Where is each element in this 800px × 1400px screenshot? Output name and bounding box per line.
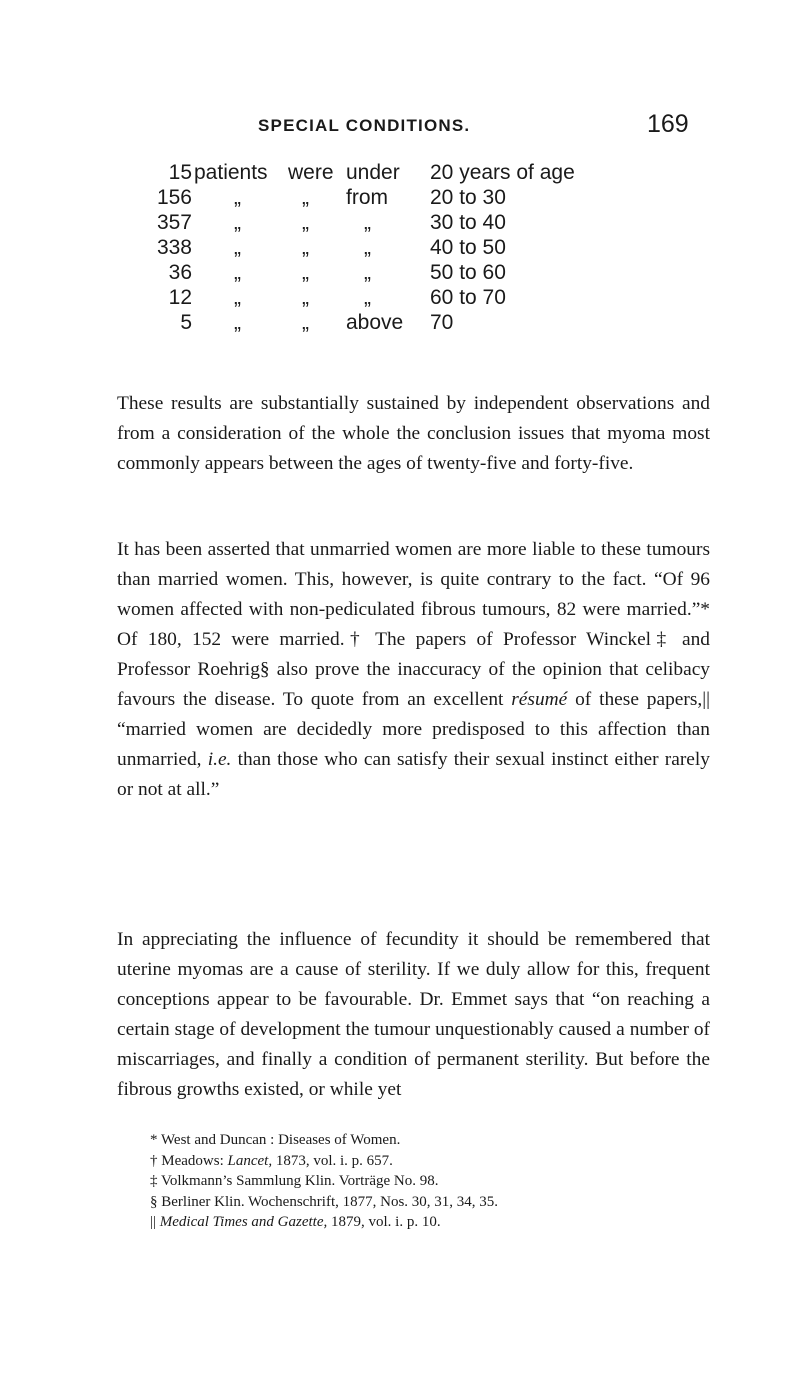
age-range: 20 to 30 — [430, 186, 506, 209]
italic-text: Medical Times and Gazette, — [159, 1214, 328, 1230]
relation-label: above — [346, 311, 404, 334]
ditto-mark: „ — [234, 286, 241, 309]
ditto-mark: „ — [234, 236, 241, 259]
patient-count: 5 — [180, 311, 192, 334]
patient-count: 156 — [156, 186, 192, 209]
paragraph-fecundity: In appreciating the influence of fecundity it should be remembered that uterine myomas are a cause of sterility. If we duly allow for this, frequent conceptions appear to be favourable. Dr. Emmet says that “on reaching a certain stage of development the tumour unquestionably caused a number of miscarriages, and finally a condition of permanent sterility. But before the fibrous growths existed, or while yet — [117, 929, 710, 1100]
ditto-mark: „ — [234, 186, 241, 209]
footnote: ‡ Volkmann’s Sammlung Klin. Vorträge No. 98. — [150, 1173, 439, 1189]
ditto-mark: „ — [364, 261, 371, 284]
footnote: § Berliner Klin. Wochenschrift, 1877, Nos. 30, 31, 34, 35. — [150, 1193, 499, 1210]
header-title: SPECIAL CONDITIONS. — [258, 116, 471, 135]
footnote-text: || — [150, 1214, 160, 1230]
age-range: 60 to 70 — [430, 286, 506, 309]
age-range: 40 to 50 — [430, 236, 506, 259]
running-header — [0, 110, 800, 142]
ditto-mark: „ — [302, 286, 309, 309]
ditto-mark: „ — [302, 211, 309, 234]
footnote-text: 1873, vol. i. p. 657. — [272, 1152, 393, 1169]
patient-count: 357 — [156, 211, 192, 234]
age-range: 30 to 40 — [430, 211, 506, 234]
patient-count: 12 — [168, 286, 192, 309]
were-label: were — [288, 161, 334, 184]
footnotes — [150, 1130, 720, 1233]
ditto-mark: „ — [364, 236, 371, 259]
patients-label: patients — [194, 161, 268, 184]
footnote-text: 1879, vol. i. p. 10. — [327, 1214, 441, 1230]
footnote — [150, 1212, 720, 1233]
paragraph-text: It has been asserted that unmarried women are more liable to these tumours than married women. This, however, is quite contrary to the fact. “Of 96 women affected with non-pediculated fibrous tumours, 82 were married.”* Of 180, 152 were married.† The papers of Professor Winckel‡ and Professor Roehrig§ also prove the inaccuracy of the opinion that celibacy favours the disease. To quote from an excellent — [117, 539, 710, 710]
patient-count: 338 — [156, 236, 192, 259]
footnote: * West and Duncan : Diseases of Women. — [150, 1132, 401, 1148]
ditto-mark: „ — [234, 261, 241, 284]
ditto-mark: „ — [302, 186, 309, 209]
italic-text: résumé — [511, 689, 568, 710]
paragraph-text: of these papers,|| “married women are decidedly more predisposed to this affection than unmarried, — [117, 689, 710, 770]
relation-label: under — [346, 161, 400, 184]
footnote — [150, 1151, 720, 1172]
paragraph-text: than those who can satisfy their sexual instinct either rarely or not at all.” — [117, 749, 710, 800]
age-range: 50 to 60 — [430, 261, 506, 284]
patient-count: 36 — [168, 261, 192, 284]
ditto-mark: „ — [234, 311, 241, 334]
age-range: 20 years of age — [430, 161, 575, 184]
italic-text: i.e. — [207, 749, 232, 770]
paragraph-results: These results are substantially sustained by independent observations and from a consideration of the whole the conclusion issues that myoma most commonly appears between the ages of twenty-five and forty-five. — [117, 393, 710, 474]
ditto-mark: „ — [302, 236, 309, 259]
ditto-mark: „ — [364, 286, 371, 309]
ditto-mark: „ — [364, 211, 371, 234]
ditto-mark: „ — [302, 311, 309, 334]
age-range: 70 — [430, 311, 454, 334]
relation-label: from — [346, 186, 388, 209]
ditto-mark: „ — [234, 211, 241, 234]
ditto-mark: „ — [302, 261, 309, 284]
footnote-text: † Meadows: — [150, 1152, 228, 1169]
page-number: 169 — [647, 110, 689, 138]
italic-text: Lancet, — [227, 1152, 273, 1169]
paragraph-marital-status — [117, 535, 710, 805]
patient-count: 15 — [168, 161, 192, 184]
